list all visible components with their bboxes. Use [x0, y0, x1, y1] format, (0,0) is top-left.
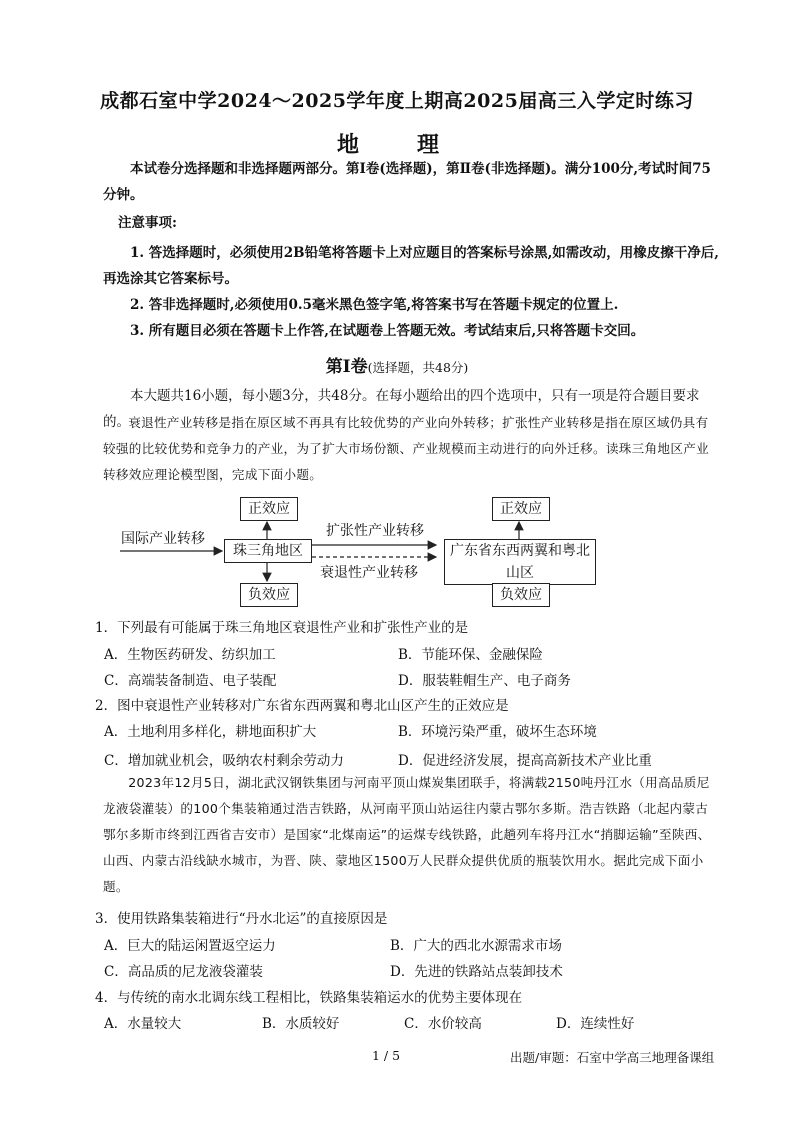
q4-option-d: D．连续性好	[556, 1016, 635, 1032]
footer-credit: 出题/审题：石室中学高三地理备课组	[510, 1050, 715, 1065]
q4-stem: 4．与传统的南水北调东线工程相比，铁路集装箱运水的优势主要体现在	[95, 990, 523, 1006]
q4-option-b: B．水质较好	[262, 1016, 340, 1032]
section-instruction: 本大题共16小题，每小题3分，共48分。在每小题给出的四个选项中，只有一项是符合题目要求的。	[103, 388, 700, 430]
q4-option-c: C．水价较高	[404, 1016, 482, 1032]
q2-option-c: C．增加就业机会，吸纳农村剩余劳动力	[104, 753, 344, 769]
left-positive-box: 正效应	[240, 497, 298, 521]
q1-option-b: B．节能环保、金融保险	[398, 647, 543, 663]
right-positive-box: 正效应	[492, 497, 550, 521]
page-number: 1 / 5	[372, 1048, 401, 1063]
subject-title: 地 理	[336, 132, 457, 158]
q1-stem: 1．下列最有可能属于珠三角地区衰退性产业和扩张性产业的是	[95, 620, 469, 636]
q2-option-d: D．促进经济发展，提高高新技术产业比重	[398, 753, 652, 769]
exam-title: 成都石室中学2024～2025学年度上期高2025届高三入学定时练习	[100, 90, 694, 112]
q2-option-b: B．环境污染严重，破坏生态环境	[398, 724, 597, 740]
q4-option-a: A．水量较大	[104, 1016, 182, 1032]
right-region-box: 广东省东西两翼和粤北山区	[444, 539, 596, 585]
q3-option-b: B．广大的西北水源需求市场	[390, 938, 562, 954]
q2-stem: 2．图中衰退性产业转移对广东省东西两翼和粤北山区产生的正效应是	[95, 698, 509, 714]
notice-item-2: 2. 答非选择题时,必须使用0.5毫米黑色签字笔,将答案书写在答题卡规定的位置上.	[130, 297, 619, 313]
left-region-box: 珠三角地区	[224, 539, 312, 563]
q3-option-a: A．巨大的陆运闲置返空运力	[104, 938, 276, 954]
section-main: 第Ⅰ卷	[325, 357, 368, 377]
left-negative-box: 负效应	[240, 583, 298, 607]
intl-transfer-label: 国际产业转移	[121, 531, 205, 547]
notice-item-3: 3. 所有题目必须在答题卡上作答,在试题卷上答题无效。考试结束后,只将答题卡交回。	[130, 323, 645, 339]
q1-option-c: C．高端装备制造、电子装配	[104, 673, 277, 689]
q1-option-d: D．服装鞋帽生产、电子商务	[398, 673, 571, 689]
material-1: 衰退性产业转移是指在原区域不再具有比较优势的产业向外转移；扩张性产业转移是指在原区域仍具有较强的比较优势和竞争力的产业，为了扩大市场份额、产业规模而主动进行的向外迁移。读珠三角地区产业转移效应理论模型图，完成下面小题。	[103, 415, 710, 482]
section-sub: (选择题，共48分)	[367, 360, 469, 375]
q3-option-d: D．先进的铁路站点装卸技术	[390, 964, 563, 980]
recession-label: 衰退性产业转移	[320, 565, 418, 581]
notice-heading: 注意事项:	[118, 215, 177, 231]
q1-option-a: A．生物医药研发、纺织加工	[104, 647, 276, 663]
material-2: 2023年12月5日，湖北武汉钢铁集团与河南平顶山煤炭集团联手，将满载2150吨丹江水（用高品质尼龙液袋灌装）的100个集装箱通过浩吉铁路，从河南平顶山站运往内蒙古鄂尔多斯。浩吉铁路（北起内蒙古鄂尔多斯市终到江西省吉安市）是国家“北煤南运”的运煤专线铁路，此趟列车将丹江水“捎脚运输”至陕西、山西、内蒙古沿线缺水城市，为晋、陕、蒙地区1500万人民群众提供优质的瓶装饮用水。据此完成下面小题。	[103, 775, 711, 894]
q3-option-c: C．高品质的尼龙液袋灌装	[104, 964, 263, 980]
right-negative-box: 负效应	[492, 583, 550, 607]
q3-stem: 3．使用铁路集装箱进行“丹水北运”的直接原因是	[95, 911, 388, 927]
q2-option-a: A．土地利用多样化，耕地面积扩大	[104, 724, 317, 740]
intro-text: 本试卷分选择题和非选择题两部分。第Ⅰ卷(选择题)，第Ⅱ卷(非选择题)。满分100分,考试时间75分钟。	[103, 161, 711, 203]
notice-item-1: 1. 答选择题时，必须使用2B铅笔将答题卡上对应题目的答案标号涂黑,如需改动，用橡皮擦干净后,再选涂其它答案标号。	[103, 245, 719, 287]
expansion-label: 扩张性产业转移	[326, 523, 424, 539]
